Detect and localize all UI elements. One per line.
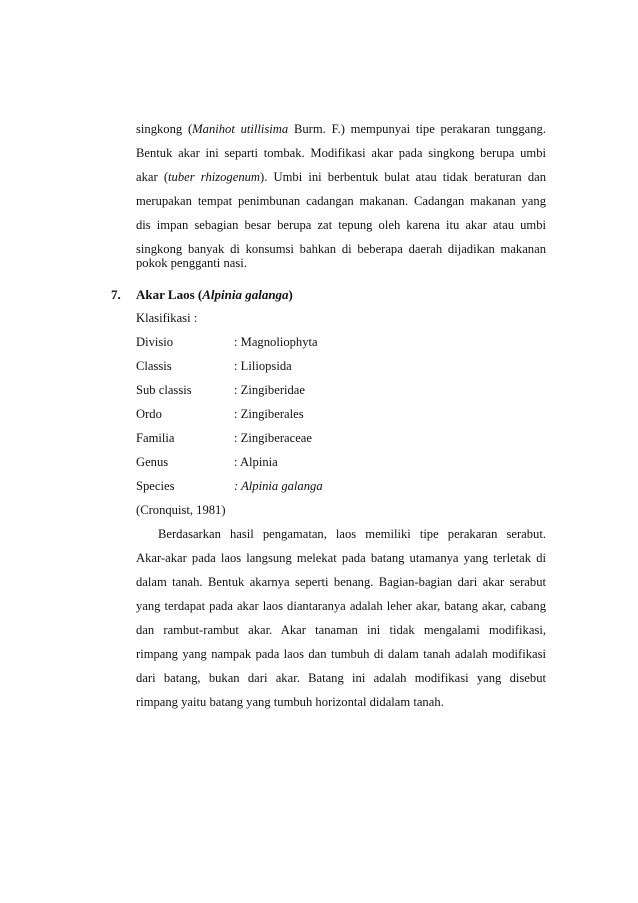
section-number: 7.	[111, 287, 121, 302]
row-value: : Alpinia galanga	[234, 479, 323, 493]
para2-line-8: rimpang yaitu batang yang tumbuh horizontal didalam tanah.	[136, 695, 444, 709]
row-value: : Zingiberales	[234, 407, 304, 421]
para1-line-2: Bentuk akar ini separti tombak. Modifikasi akar pada singkong berupa umbi	[136, 146, 546, 160]
classification-row	[136, 454, 278, 470]
row-value: : Zingiberaceae	[234, 431, 312, 445]
section-title-latin: Alpinia galanga	[202, 287, 289, 302]
section-title-suffix: )	[288, 287, 293, 302]
para1-line-7: pokok pengganti nasi.	[136, 256, 247, 270]
row-label: Classis	[136, 359, 172, 373]
row-label: Genus	[136, 455, 169, 469]
classification-row	[136, 430, 312, 446]
para2-line-3: dalam tanah. Bentuk akarnya seperti benang. Bagian-bagian dari akar serabut	[136, 575, 546, 589]
text-span: Burm. F.) mempunyai tipe perakaran tunggang.	[288, 122, 546, 136]
classification-row	[136, 406, 304, 422]
para1-line-3	[136, 169, 546, 185]
section-title-prefix: Akar Laos (	[136, 287, 203, 302]
classification-row	[136, 382, 305, 398]
row-value: : Magnoliophyta	[234, 335, 318, 349]
latin-name: tuber rhizogenum	[168, 170, 261, 184]
classification-label: Klasifikasi :	[136, 311, 198, 325]
para1-line-6: singkong banyak di konsumsi bahkan di beberapa daerah dijadikan makanan	[136, 242, 546, 256]
latin-name: Manihot utillisima	[192, 122, 289, 136]
row-label: Ordo	[136, 407, 162, 421]
classification-row	[136, 334, 318, 350]
row-value: : Alpinia	[234, 455, 278, 469]
para2-line-1: Berdasarkan hasil pengamatan, laos memiliki tipe perakaran serabut.	[158, 527, 546, 541]
row-label: Sub classis	[136, 383, 192, 397]
citation: (Cronquist, 1981)	[136, 503, 226, 517]
para1-line-5: dis impan sebagian besar berupa zat tepung oleh karena itu akar atau umbi	[136, 218, 546, 232]
row-label: Species	[136, 479, 175, 493]
para2-line-4: yang terdapat pada akar laos diantaranya adalah leher akar, batang akar, cabang	[136, 599, 546, 613]
para2-line-5: dan rambut-rambut akar. Akar tanaman ini tidak mengalami modifikasi,	[136, 623, 546, 637]
para2-line-6: rimpang yang nampak pada laos dan tumbuh di dalam tanah adalah modifikasi	[136, 647, 546, 661]
row-label: Familia	[136, 431, 175, 445]
row-label: Divisio	[136, 335, 174, 349]
section-heading	[111, 287, 293, 303]
row-value: : Zingiberidae	[234, 383, 305, 397]
text-span: singkong (	[136, 122, 193, 136]
text-span: akar (	[136, 170, 169, 184]
para2-line-7: dari batang, bukan dari akar. Batang ini adalah modifikasi yang disebut	[136, 671, 546, 685]
text-span: ). Umbi ini berbentuk bulat atau tidak beraturan dan	[260, 170, 547, 184]
para2-line-2: Akar-akar pada laos langsung melekat pada batang utamanya yang terletak di	[136, 551, 546, 565]
para1-line-1	[136, 121, 546, 137]
classification-row	[136, 478, 323, 494]
row-value: : Liliopsida	[234, 359, 292, 373]
para1-line-4: merupakan tempat penimbunan cadangan makanan. Cadangan makanan yang	[136, 194, 546, 208]
classification-row	[136, 358, 292, 374]
